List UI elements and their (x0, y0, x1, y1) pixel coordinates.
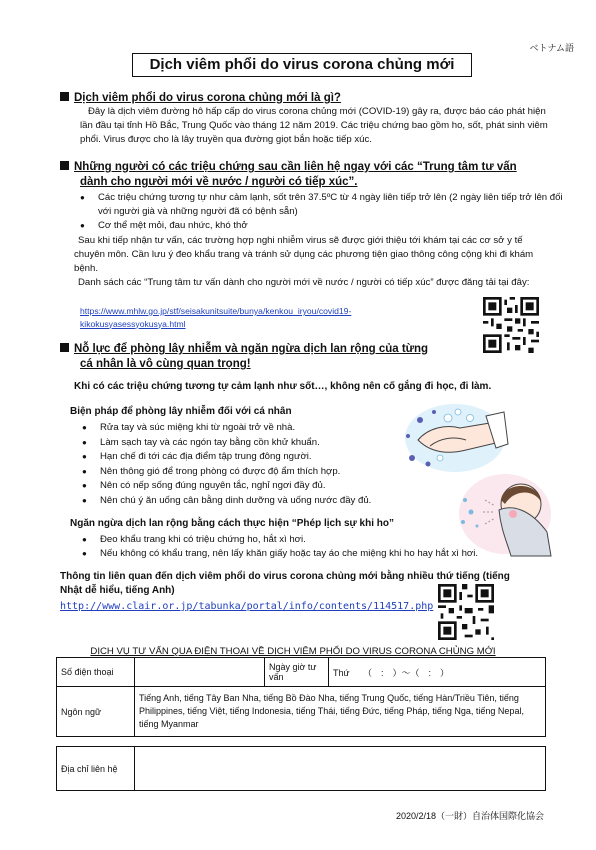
section1-heading (60, 91, 341, 106)
etiquette-list (74, 533, 560, 561)
table-spacer (57, 737, 546, 747)
address-value (135, 747, 546, 791)
qr-code-icon (438, 584, 494, 640)
advice-text: Khi có các triệu chứng tương tự cảm lạnh như sốt…, không nên cố gắng đi học, đi làm. (74, 381, 492, 392)
list-item: ● Các triệu chứng tương tự như cảm lạnh, sốt trên 37.5ºC từ 4 ngày liên tiếp trở lên (2 ngày liên tiếp trở lên đối với người già và những người đã có bệnh sẵn) (98, 191, 574, 219)
page-title: Dịch viêm phổi do virus corona chủng mới (132, 53, 472, 77)
mhlw-link-line2[interactable]: kikokusyasessyokusya.html (80, 318, 186, 329)
table-row (57, 737, 546, 747)
list-item: ● Nên có nếp sống đúng nguyên tắc, nghỉ ngơi đầy đủ. (100, 479, 440, 494)
language-label: Ngôn ngữ (57, 687, 135, 737)
hours-value: Thứ （ : ）〜（ : ） (329, 658, 546, 687)
section2-heading-line2: dành cho người mới về nước / người có tiếp xúc”. (80, 176, 358, 188)
section3-heading-line1: Nỗ lực để phòng lây nhiễm và ngăn ngừa dịch lan rộng của từng (74, 343, 429, 355)
table-row (57, 658, 546, 687)
list-item: ● Cơ thể mệt mỏi, đau nhức, khó thở (98, 219, 574, 233)
section2-para2: Danh sách các “Trung tâm tư vấn dành cho người mới về nước / người có tiếp xúc” được đăng tải tại đây: (78, 277, 530, 288)
hours-label: Ngày giờ tư vấn (265, 658, 329, 687)
section2-heading (60, 160, 560, 190)
table-row (57, 747, 546, 791)
language-value: Tiếng Anh, tiếng Tây Ban Nha, tiếng Bồ Đào Nha, tiếng Trung Quốc, tiếng Hàn/Triều Tiên, tiếng Philippines, tiếng Việt, tiếng Indonesia, tiếng Thái, tiếng Đức, tiếng Pháp, tiếng Nga, tiếng Nepal, tiếng Myanmar (135, 687, 546, 737)
multilingual-info-line1: Thông tin liên quan đến dịch viêm phổi do virus corona chủng mới bằng nhiều thứ tiếng (tiếng (60, 571, 510, 582)
phone-value (135, 658, 265, 687)
list-item: ● Đeo khẩu trang khi có triệu chứng ho, hắt xì hơi. (100, 533, 560, 547)
contact-table-title: DỊCH VỤ TƯ VẤN QUA ĐIỆN THOẠI VỀ DỊCH VIÊM PHỔI DO VIRUS CORONA CHỦNG MỚI (90, 646, 496, 657)
clair-link[interactable]: http://www.clair.or.jp/tabunka/portal/info/contents/114517.php (60, 601, 434, 612)
etiquette-title: Ngăn ngừa dịch lan rộng bằng cách thực hiện “Phép lịch sự khi ho” (70, 518, 394, 529)
phone-label: Số điện thoại (57, 658, 135, 687)
section1-heading-text: Dịch viêm phổi do virus corona chủng mới là gì? (74, 92, 341, 104)
mhlw-link-line1[interactable]: https://www.mhlw.go.jp/stf/seisakunitsuite/bunya/kenkou_iryou/covid19- (80, 306, 352, 316)
list-item: ● Nên thông gió để trong phòng có được độ ẩm thích hợp. (100, 465, 440, 480)
section2-heading-line1: Những người có các triệu chứng sau cần liên hệ ngay với các “Trung tâm tư vấn (74, 161, 517, 173)
list-item: ● Làm sạch tay và các ngón tay bằng cồn khử khuẩn. (100, 436, 440, 451)
section2-bullet-list (72, 191, 574, 233)
multilingual-info-line2: Nhật dễ hiểu, tiếng Anh) (60, 584, 175, 596)
square-bullet-icon (60, 161, 69, 170)
prevention-list (74, 421, 440, 509)
table-row (57, 687, 546, 737)
section3-heading-line2: cá nhân là vô cùng quan trọng! (80, 358, 251, 370)
language-label: ベトナム語 (529, 43, 574, 53)
mhlw-link[interactable] (80, 305, 351, 330)
section1-body: Đây là dịch viêm đường hô hấp cấp do virus corona chủng mới (COVID-19) gây ra, được báo cáo phát hiện lần đầu tại tỉnh Hồ Bắc, Trung Quốc vào tháng 12 năm 2019. Các triệu chứng bao gồm ho, sốt, phát sinh viêm phổi. Virus được cho là lây truyền qua đường giọt bắn hoặc tiếp xúc. (80, 106, 548, 145)
square-bullet-icon (60, 343, 69, 352)
square-bullet-icon (60, 92, 69, 101)
section3-heading (60, 342, 560, 372)
address-label: Địa chỉ liên hệ (57, 747, 135, 791)
hand-washing-illustration (400, 398, 510, 478)
list-item: ● Nếu không có khẩu trang, nên lấy khăn giấy hoặc tay áo che miệng khi ho hay hắt xì hơi. (100, 547, 560, 561)
section2-para1: Sau khi tiếp nhận tư vấn, các trường hợp nghi nhiễm virus sẽ được giới thiệu tới khám tại các cơ sở y tế chuyên môn. Cần lưu ý đeo khẩu trang và tránh sử dụng các phương tiện giao thông công cộng khi đi khám bệnh. (74, 235, 534, 274)
contact-table (56, 657, 546, 791)
prevention-title: Biện pháp để phòng lây nhiễm đối với cá nhân (70, 406, 292, 417)
list-item: ● Rửa tay và súc miệng khi từ ngoài trở về nhà. (100, 421, 440, 436)
list-item: ● Nên chú ý ăn uống cân bằng dinh dưỡng và uống nước đầy đủ. (100, 494, 440, 509)
list-item: ● Hạn chế đi tới các địa điểm tập trung đông người. (100, 450, 440, 465)
footer-date: 2020/2/18（一財）自治体国際化協会 (395, 811, 544, 821)
